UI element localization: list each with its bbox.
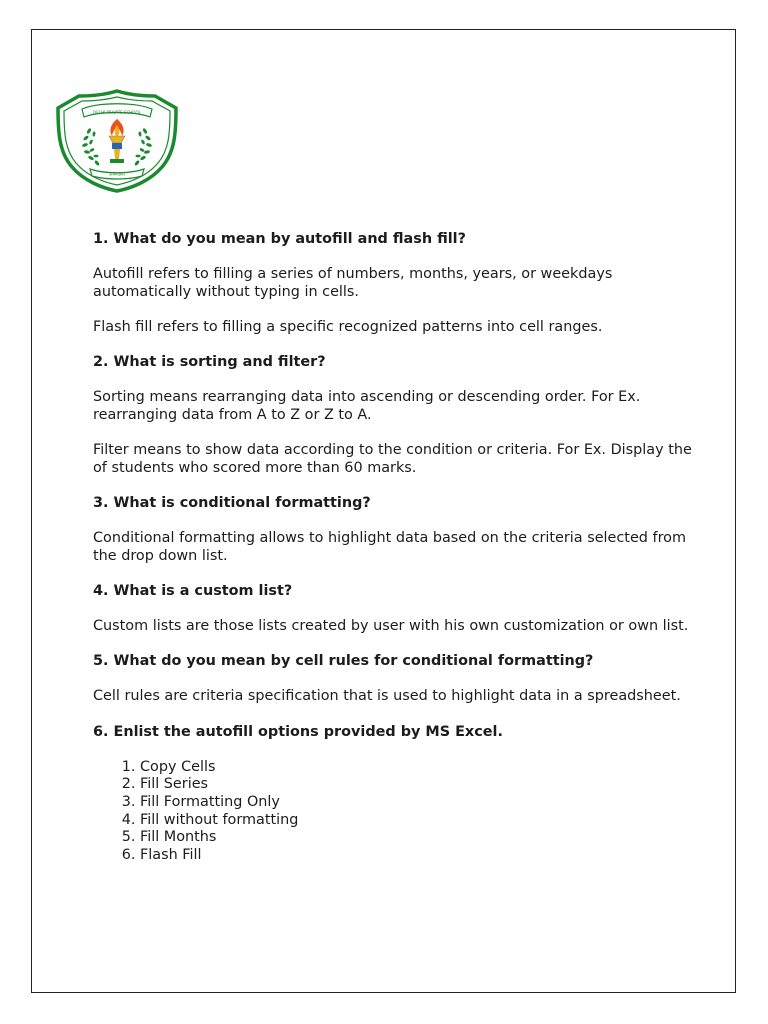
- answer-paragraph: Custom lists are those lists created by user with his own customization or own list.: [93, 618, 689, 635]
- question-heading: 5. What do you mean by cell rules for conditional formatting?: [93, 653, 594, 670]
- question-heading: 2. What is sorting and filter?: [93, 354, 326, 371]
- question-heading: 6. Enlist the autofill options provided by MS Excel.: [93, 723, 503, 740]
- list-item: 2. Fill Series: [140, 776, 693, 794]
- answer-paragraph: Autofill refers to filling a series of numbers, months, years, or weekdays automatically without typing in cells.: [93, 266, 613, 300]
- document-content: [93, 231, 693, 864]
- list-item: 4. Fill without formatting: [140, 812, 693, 830]
- document-page: [31, 29, 736, 993]
- list-item: 1. Copy Cells: [140, 759, 693, 777]
- answer-paragraph: Sorting means rearranging data into ascending or descending order. For Ex. rearranging data from A to Z or Z to A.: [93, 389, 641, 423]
- list-item: 3. Fill Formatting Only: [140, 794, 693, 812]
- answer-paragraph: Filter means to show data according to the condition or criteria. For Ex. Display the of students who scored more than 60 marks.: [93, 442, 692, 476]
- list-item: 5. Fill Months: [140, 829, 693, 847]
- answer-paragraph: Conditional formatting allows to highlight data based on the criteria selected from the drop down list.: [93, 530, 687, 564]
- autofill-options-list: [93, 759, 693, 865]
- answer-paragraph: Flash fill refers to filling a specific recognized patterns into cell ranges.: [93, 318, 603, 335]
- question-heading: 3. What is conditional formatting?: [93, 494, 371, 511]
- list-item: 6. Flash Fill: [140, 847, 693, 865]
- school-crest-logo: [54, 87, 180, 193]
- crest-bottom-text: SHARJAH: [108, 172, 126, 177]
- crest-top-text: DELHI PRIVATE SCHOOL: [93, 110, 141, 115]
- question-heading: 1. What do you mean by autofill and flash fill?: [93, 231, 466, 247]
- answer-paragraph: Cell rules are criteria specification that is used to highlight data in a spreadsheet.: [93, 688, 681, 705]
- question-heading: 4. What is a custom list?: [93, 582, 293, 599]
